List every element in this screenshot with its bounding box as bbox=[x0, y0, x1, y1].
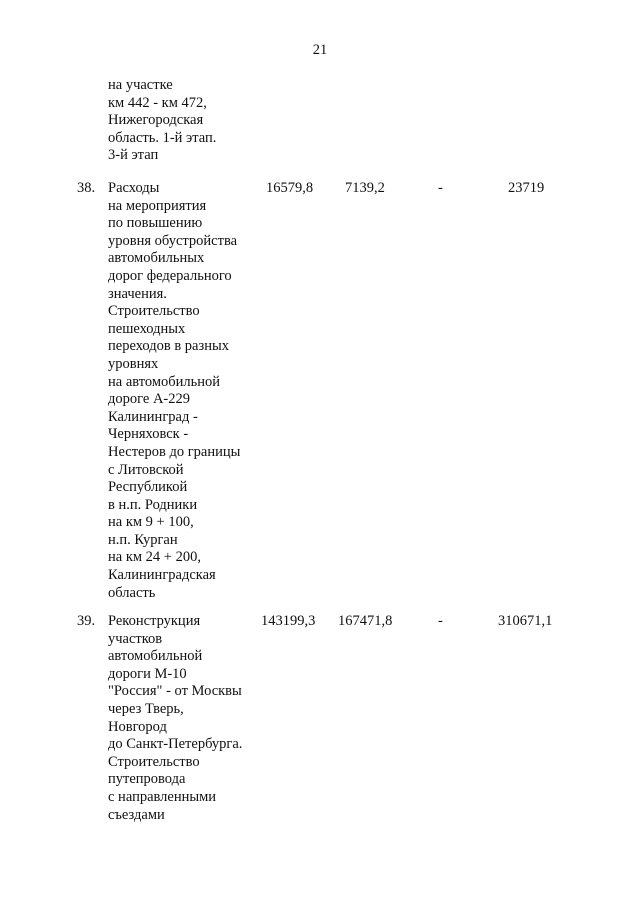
description-line: с направленными bbox=[108, 788, 217, 805]
value-cell-3: - bbox=[438, 613, 443, 629]
description-line: на мероприятия bbox=[108, 197, 207, 214]
description-line: на км 9 + 100, bbox=[108, 514, 194, 531]
description-line: по повышению bbox=[108, 215, 203, 232]
row-description bbox=[108, 180, 240, 602]
description-line: переходов в разных bbox=[108, 338, 229, 355]
description-line: Республикой bbox=[108, 479, 188, 496]
description-line: уровнях bbox=[108, 355, 159, 372]
description-line: н.п. Курган bbox=[108, 531, 178, 548]
description-line: Нестеров до границы bbox=[108, 443, 241, 460]
description-line: Новгород bbox=[108, 718, 167, 735]
description-line: Нижегородская bbox=[108, 112, 204, 129]
continuation-description bbox=[108, 77, 216, 165]
page-number: 21 bbox=[312, 42, 328, 58]
row-description bbox=[108, 613, 242, 824]
description-line: дороги М-10 bbox=[108, 665, 187, 682]
description-line: с Литовской bbox=[108, 461, 184, 478]
value-cell-1: 143199,3 bbox=[261, 613, 316, 629]
value-cell-2: 167471,8 bbox=[338, 613, 393, 629]
row-number: 39. bbox=[77, 613, 96, 629]
description-line: участков bbox=[108, 630, 163, 647]
description-line: уровня обустройства bbox=[108, 232, 238, 249]
description-line: область. 1-й этап. bbox=[108, 129, 217, 146]
description-line: Расходы bbox=[108, 180, 160, 196]
description-line: км 442 - км 472, bbox=[108, 94, 207, 111]
description-line: дороге А-229 bbox=[108, 391, 190, 408]
description-line: Калининград - bbox=[108, 408, 198, 425]
description-line: съездами bbox=[108, 806, 165, 823]
description-line: на участке bbox=[108, 77, 173, 93]
description-line: Строительство bbox=[108, 753, 200, 770]
value-cell-4: 310671,1 bbox=[498, 613, 553, 629]
description-line: Реконструкция bbox=[108, 613, 201, 629]
row-number: 38. bbox=[77, 180, 96, 196]
description-line: дорог федерального bbox=[108, 267, 232, 284]
description-line: на автомобильной bbox=[108, 373, 221, 390]
description-line: пешеходных bbox=[108, 320, 186, 337]
description-line: автомобильной bbox=[108, 648, 203, 665]
description-line: 3-й этап bbox=[108, 147, 159, 164]
description-line: до Санкт-Петербурга. bbox=[108, 736, 243, 753]
description-line: Калининградская bbox=[108, 567, 216, 584]
description-line: Строительство bbox=[108, 303, 200, 320]
value-cell-4: 23719 bbox=[508, 180, 545, 196]
description-line: автомобильных bbox=[108, 250, 205, 267]
description-line: на км 24 + 200, bbox=[108, 549, 201, 566]
value-cell-2: 7139,2 bbox=[345, 180, 385, 196]
description-line: Черняховск - bbox=[108, 426, 189, 443]
description-line: значения. bbox=[108, 285, 167, 302]
description-line: область bbox=[108, 584, 156, 601]
description-line: путепровода bbox=[108, 771, 186, 788]
description-line: через Тверь, bbox=[108, 700, 184, 717]
description-line: "Россия" - от Москвы bbox=[108, 683, 242, 700]
description-line: в н.п. Родники bbox=[108, 496, 198, 513]
value-cell-1: 16579,8 bbox=[266, 180, 314, 196]
value-cell-3: - bbox=[438, 180, 443, 196]
